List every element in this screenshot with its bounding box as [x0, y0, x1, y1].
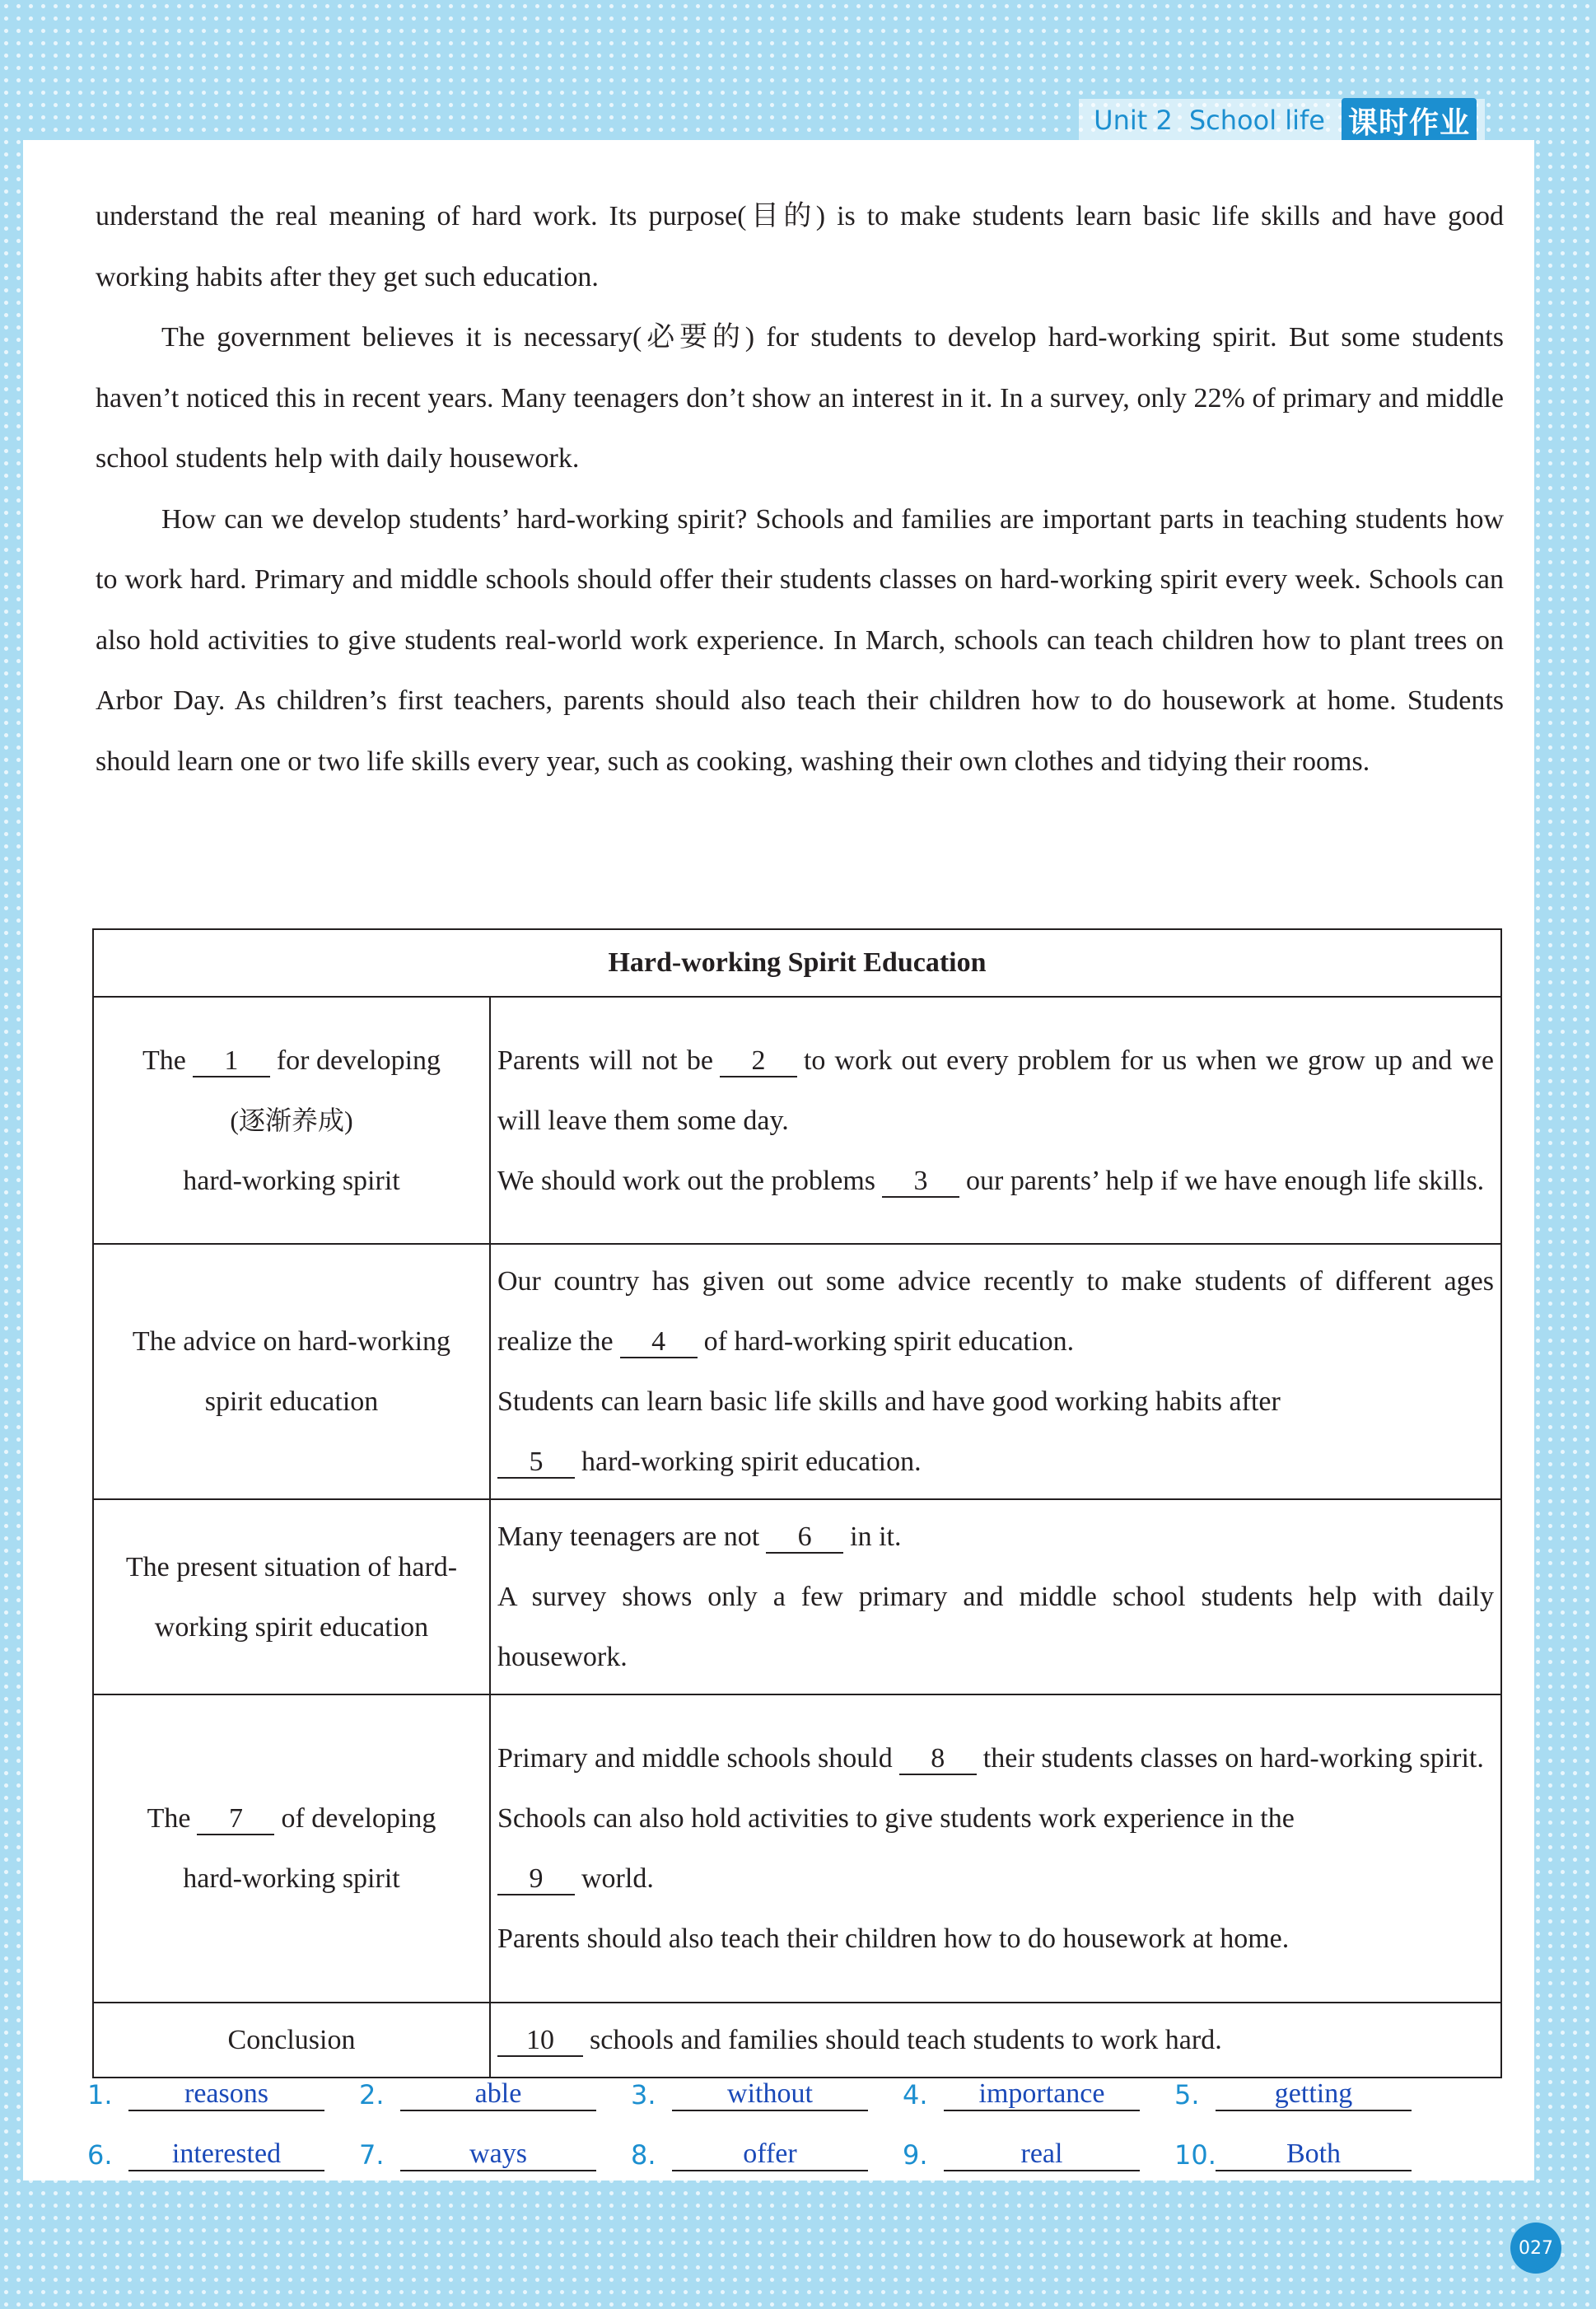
blank-3[interactable]: 3	[882, 1166, 959, 1198]
answer-row	[87, 2111, 1487, 2171]
answer-number: 7.	[359, 2139, 385, 2171]
row-heading: Conclusion	[93, 2003, 490, 2078]
heading-text: The	[142, 1045, 186, 1076]
answer-item	[1174, 2138, 1446, 2171]
answer-number: 1.	[87, 2079, 113, 2110]
heading-text: hard-working spirit	[183, 1165, 400, 1196]
unit-title: Unit 2	[1094, 105, 1173, 136]
topic-title: School life	[1188, 105, 1325, 136]
table-row	[93, 1694, 1501, 2003]
article-paragraph-3: How can we develop students’ hard-working spirit? Schools and families are important parts in teaching students how to work hard. Primary and middle schools should offer their students classes on hard-working spirit every week. Schools can also hold activities to give students real-world work experience. In March, schools can teach children how to plant trees on Arbor Day. As children’s first teachers, parents should also teach their children how to do housework at home. Students should learn one or two life skills every year, such as cooking, washing their own clothes and tidying their rooms.	[96, 503, 1504, 777]
blank-5[interactable]: 5	[497, 1447, 575, 1479]
sentence: Our country has given out some advice recently to make students of different ages realize the	[497, 1266, 1494, 1357]
answer-text[interactable]: able	[400, 2078, 596, 2111]
answer-number: 10.	[1174, 2139, 1216, 2171]
answer-text[interactable]: ways	[400, 2138, 596, 2171]
table-row	[93, 997, 1501, 1244]
answer-item	[631, 2078, 903, 2111]
answer-item	[631, 2138, 903, 2171]
answer-item	[87, 2078, 359, 2111]
sentence: schools and families should teach students to work hard.	[590, 2025, 1222, 2055]
answer-text[interactable]: getting	[1216, 2078, 1412, 2111]
row-content	[490, 997, 1501, 1244]
sentence: their students classes on hard-working spirit.	[982, 1743, 1484, 1774]
row-heading: The present situation of hard-working spirit education	[93, 1499, 490, 1694]
answer-item	[903, 2078, 1174, 2111]
answer-text[interactable]: real	[944, 2138, 1140, 2171]
answer-number: 4.	[903, 2079, 928, 2110]
blank-8[interactable]: 8	[899, 1743, 977, 1775]
sentence: in it.	[850, 1521, 902, 1552]
answer-item	[359, 2078, 631, 2111]
answer-number: 3.	[631, 2079, 656, 2110]
table-row	[93, 1244, 1501, 1499]
sentence: Students can learn basic life skills and have good working habits after	[497, 1386, 1281, 1417]
answer-number: 8.	[631, 2139, 656, 2171]
sentence: We should work out the problems	[497, 1165, 876, 1196]
sentence: our parents’ help if we have enough life skills.	[966, 1165, 1485, 1196]
article	[96, 186, 1504, 792]
blank-7[interactable]: 7	[197, 1803, 274, 1835]
sentence: Schools can also hold activities to give students work experience in the	[497, 1803, 1295, 1834]
answer-row	[87, 2051, 1487, 2111]
heading-text: for developing	[276, 1045, 441, 1076]
answer-key	[87, 2051, 1487, 2171]
row-heading: The advice on hard-working spirit education	[93, 1244, 490, 1499]
blank-6[interactable]: 6	[766, 1521, 843, 1554]
heading-text: of developing	[281, 1803, 436, 1834]
unit-header	[1079, 99, 1485, 142]
sentence: of hard-working spirit education.	[703, 1326, 1075, 1357]
answer-number: 6.	[87, 2139, 113, 2171]
page	[23, 23, 1556, 2280]
answer-number: 5.	[1174, 2079, 1200, 2110]
article-paragraph-1: understand the real meaning of hard work. Its purpose(目的) is to make students learn basic life skills and have good working habits after they get such education.	[96, 201, 1504, 292]
table-row	[93, 1499, 1501, 1694]
sentence: hard-working spirit education.	[581, 1447, 922, 1477]
answer-text[interactable]: reasons	[128, 2078, 324, 2111]
heading-text: hard-working spirit	[183, 1863, 400, 1894]
answer-item	[359, 2138, 631, 2171]
row-content	[490, 1244, 1501, 1499]
page-number-badge: 027	[1510, 2223, 1561, 2274]
row-content	[490, 1694, 1501, 2003]
content-sheet	[23, 140, 1534, 2180]
brand-logo: 课时作业	[1342, 98, 1477, 143]
sentence: Primary and middle schools should	[497, 1743, 893, 1774]
answer-number: 2.	[359, 2079, 385, 2110]
blank-9[interactable]: 9	[497, 1863, 575, 1895]
blank-10[interactable]: 10	[497, 2025, 583, 2057]
exercise-table	[92, 928, 1502, 2078]
row-content	[490, 1499, 1501, 1694]
table-title: Hard-working Spirit Education	[93, 929, 1501, 997]
answer-item	[87, 2138, 359, 2171]
sentence: Parents should also teach their children how to do housework at home.	[497, 1923, 1290, 1954]
answer-text[interactable]: importance	[944, 2078, 1140, 2111]
sentence: A survey shows only a few primary and middle school students help with daily housework.	[497, 1582, 1494, 1672]
article-paragraph-2: The government believes it is necessary(必要的) for students to develop hard-working spirit. But some students haven’t noticed this in recent years. Many teenagers don’t show an interest in it. In a survey, only 22% of primary and middle school students help with daily housework.	[96, 322, 1504, 474]
blank-1[interactable]: 1	[193, 1045, 270, 1077]
answer-item	[903, 2138, 1174, 2171]
answer-text[interactable]: Both	[1216, 2138, 1412, 2171]
answer-item	[1174, 2078, 1446, 2111]
sentence: to work out every problem for us when we grow up and we will leave them some day.	[497, 1045, 1494, 1136]
heading-text: The	[147, 1803, 191, 1834]
answer-text[interactable]: offer	[672, 2138, 868, 2171]
answer-number: 9.	[903, 2139, 928, 2171]
row-heading	[93, 1694, 490, 2003]
header-band	[23, 23, 1534, 140]
sentence: Parents will not be	[497, 1045, 713, 1076]
answer-text[interactable]: interested	[128, 2138, 324, 2171]
sentence: Many teenagers are not	[497, 1521, 760, 1552]
row-heading	[93, 997, 490, 1244]
chinese-gloss: (逐渐养成)	[230, 1105, 353, 1135]
blank-4[interactable]: 4	[620, 1326, 698, 1358]
answer-text[interactable]: without	[672, 2078, 868, 2111]
blank-2[interactable]: 2	[720, 1045, 797, 1077]
sentence: world.	[581, 1863, 654, 1894]
